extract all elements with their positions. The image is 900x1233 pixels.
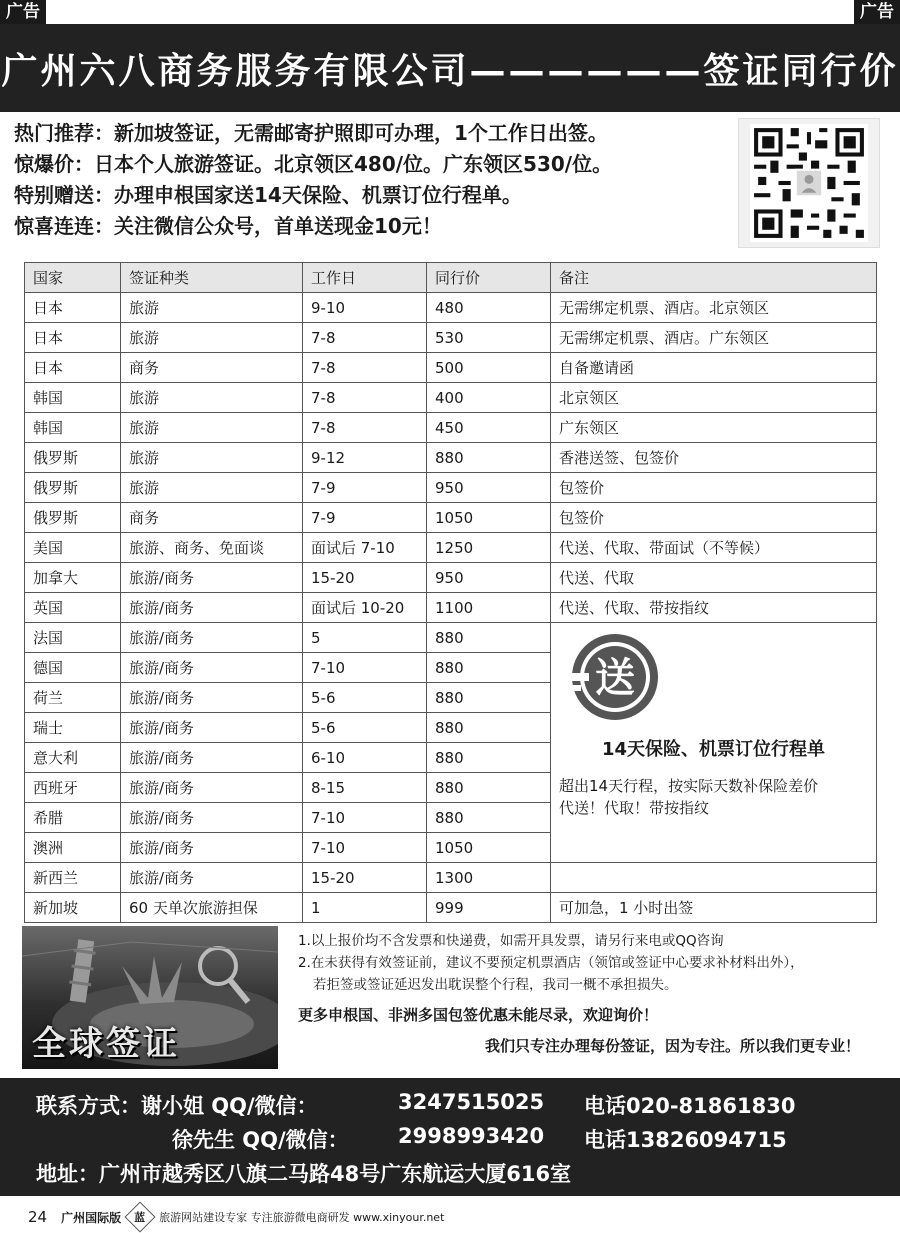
cell-visa-type: 旅游/商务	[121, 653, 303, 683]
cell-price: 500	[427, 353, 551, 383]
cell-country: 英国	[25, 593, 121, 623]
cell-remarks: 北京领区	[551, 383, 877, 413]
cell-workdays: 5	[303, 623, 427, 653]
cell-workdays: 7-8	[303, 383, 427, 413]
gift-promo	[551, 623, 876, 861]
cell-country: 日本	[25, 293, 121, 323]
cell-remarks: 包签价	[551, 473, 877, 503]
cell-price: 480	[427, 293, 551, 323]
cell-workdays: 15-20	[303, 863, 427, 893]
cell-remarks: 代送、代取、带面试（不等候）	[551, 533, 877, 563]
cell-remarks: 代送、代取	[551, 563, 877, 593]
cell-price: 1300	[427, 863, 551, 893]
cell-price: 880	[427, 623, 551, 653]
cell-visa-type: 旅游/商务	[121, 563, 303, 593]
cell-remarks: 代送、代取、带按指纹	[551, 593, 877, 623]
cell-workdays: 8-15	[303, 773, 427, 803]
cell-price: 1250	[427, 533, 551, 563]
cell-workdays: 7-9	[303, 503, 427, 533]
cell-remarks: 广东领区	[551, 413, 877, 443]
cell-price: 880	[427, 743, 551, 773]
cell-visa-type: 旅游/商务	[121, 713, 303, 743]
cell-country: 荷兰	[25, 683, 121, 713]
cell-visa-type: 旅游	[121, 293, 303, 323]
table-row	[25, 443, 877, 473]
gift-line: 代送！代取！带按指纹	[559, 799, 710, 817]
send-icon	[559, 633, 669, 725]
cell-price: 880	[427, 713, 551, 743]
cell-workdays: 9-10	[303, 293, 427, 323]
cell-workdays: 6-10	[303, 743, 427, 773]
cell-price: 530	[427, 323, 551, 353]
gift-title: 14天保险、机票订位行程单	[601, 739, 826, 760]
cell-country: 加拿大	[25, 563, 121, 593]
contact-qq-1[interactable]: 3247515025	[398, 1090, 545, 1114]
cell-workdays: 7-10	[303, 833, 427, 863]
cell-visa-type: 旅游、商务、免面谈	[121, 533, 303, 563]
gift-cell	[551, 623, 877, 863]
cell-country: 日本	[25, 323, 121, 353]
cell-country: 日本	[25, 353, 121, 383]
cell-visa-type: 旅游	[121, 443, 303, 473]
cell-workdays: 7-8	[303, 413, 427, 443]
table-row	[25, 533, 877, 563]
header-visa-type: 签证种类	[121, 263, 303, 293]
cell-price: 1050	[427, 833, 551, 863]
ad-label-right: 广告	[854, 0, 900, 24]
contact-row-1	[36, 1090, 318, 1120]
cell-visa-type: 旅游/商务	[121, 863, 303, 893]
cell-price: 880	[427, 653, 551, 683]
table-row	[25, 503, 877, 533]
qr-code-icon	[750, 124, 868, 242]
cell-price: 1050	[427, 503, 551, 533]
cell-price: 950	[427, 473, 551, 503]
magazine-name: 广州国际版	[61, 1210, 122, 1225]
cell-country: 意大利	[25, 743, 121, 773]
address-label: 地址：	[36, 1162, 99, 1186]
table-row	[25, 293, 877, 323]
globe-caption: 全球签证	[32, 1024, 180, 1064]
page-title: 广州六八商务服务有限公司——————签证同行价	[0, 24, 900, 112]
global-visa-image	[22, 926, 278, 1069]
cell-country: 俄罗斯	[25, 443, 121, 473]
table-row	[25, 563, 877, 593]
contact-label: 联系方式：	[36, 1094, 141, 1118]
page-footer	[0, 1204, 900, 1230]
cell-visa-type: 旅游/商务	[121, 683, 303, 713]
cell-visa-type: 60 天单次旅游担保	[121, 893, 303, 923]
cell-visa-type: 旅游/商务	[121, 803, 303, 833]
cell-visa-type: 旅游	[121, 323, 303, 353]
cell-workdays: 7-10	[303, 653, 427, 683]
cell-price: 880	[427, 773, 551, 803]
table-row	[25, 353, 877, 383]
cell-country: 瑞士	[25, 713, 121, 743]
header-price: 同行价	[427, 263, 551, 293]
contact-person-1: 谢小姐 QQ/微信：	[141, 1094, 318, 1118]
cell-visa-type: 旅游	[121, 383, 303, 413]
cell-price: 880	[427, 803, 551, 833]
table-header-row	[25, 263, 877, 293]
cell-price: 1100	[427, 593, 551, 623]
promo-line: 惊喜连连：关注微信公众号，首单送现金10元！	[14, 214, 442, 238]
cell-price: 950	[427, 563, 551, 593]
cell-visa-type: 商务	[121, 503, 303, 533]
more-offers-text: 更多申根国、非洲多国包签优惠未能尽录，欢迎询价！	[298, 1006, 659, 1024]
cell-country: 俄罗斯	[25, 503, 121, 533]
cell-remarks: 可加急，1 小时出签	[551, 893, 877, 923]
cell-visa-type: 旅游/商务	[121, 773, 303, 803]
cell-price: 400	[427, 383, 551, 413]
header-remarks: 备注	[551, 263, 877, 293]
cell-workdays: 7-9	[303, 473, 427, 503]
cell-country: 美国	[25, 533, 121, 563]
cell-country: 德国	[25, 653, 121, 683]
cell-remarks: 包签价	[551, 503, 877, 533]
brand-logo-icon	[125, 1201, 156, 1232]
cell-workdays: 1	[303, 893, 427, 923]
promo-line: 热门推荐：新加坡签证，无需邮寄护照即可办理，1个工作日出签。	[14, 121, 608, 145]
cell-workdays: 面试后 10-20	[303, 593, 427, 623]
table-row	[25, 473, 877, 503]
cell-workdays: 7-8	[303, 323, 427, 353]
cell-workdays: 15-20	[303, 563, 427, 593]
cell-workdays: 5-6	[303, 683, 427, 713]
header-country: 国家	[25, 263, 121, 293]
note-1: 1.以上报价均不含发票和快递费，如需开具发票，请另行来电或QQ咨询	[298, 933, 724, 949]
table-row	[25, 383, 877, 413]
cell-price: 880	[427, 443, 551, 473]
cell-visa-type: 商务	[121, 353, 303, 383]
promo-line: 惊爆价：日本个人旅游签证。北京领区480/位。广东领区530/位。	[14, 152, 613, 176]
address-text: 广州市越秀区八旗二马路48号广东航运大厦616室	[99, 1162, 572, 1186]
ad-label-left: 广告	[0, 0, 46, 24]
promo-line: 特别赠送：办理申根国家送14天保险、机票订位行程单。	[14, 183, 522, 207]
brand-logo-char: 蓝	[133, 1210, 145, 1224]
cell-remarks: 无需绑定机票、酒店。广东领区	[551, 323, 877, 353]
cell-visa-type: 旅游/商务	[121, 623, 303, 653]
contact-qq-2[interactable]: 2998993420	[398, 1124, 545, 1148]
table-row	[25, 413, 877, 443]
note-2: 2.在未获得有效签证前，建议不要预定机票酒店（领馆或签证中心要求补材料出外），	[298, 955, 804, 971]
cell-country: 法国	[25, 623, 121, 653]
cell-country: 新西兰	[25, 863, 121, 893]
cell-price: 450	[427, 413, 551, 443]
page-number: 24	[28, 1208, 48, 1226]
cell-country: 澳洲	[25, 833, 121, 863]
table-row	[25, 893, 877, 923]
contact-phone-2[interactable]: 电话13826094715	[584, 1128, 787, 1152]
cell-workdays: 面试后 7-10	[303, 533, 427, 563]
footer-tagline[interactable]: 旅游网站建设专家 专注旅游微电商研发 www.xinyour.net	[159, 1211, 445, 1224]
gift-icon-char: 送	[595, 655, 635, 701]
table-row	[25, 593, 877, 623]
table-row	[25, 863, 877, 893]
table-row	[25, 623, 877, 653]
visa-price-table	[24, 262, 877, 923]
contact-person-2: 徐先生 QQ/微信：	[172, 1128, 349, 1152]
cell-visa-type: 旅游/商务	[121, 593, 303, 623]
cell-visa-type: 旅游	[121, 473, 303, 503]
cell-workdays: 7-10	[303, 803, 427, 833]
cell-workdays: 5-6	[303, 713, 427, 743]
cell-visa-type: 旅游/商务	[121, 833, 303, 863]
notes-block	[298, 930, 888, 1056]
table-row	[25, 323, 877, 353]
cell-country: 西班牙	[25, 773, 121, 803]
cell-visa-type: 旅游/商务	[121, 743, 303, 773]
cell-remarks: 香港送签、包签价	[551, 443, 877, 473]
cell-remarks: 无需绑定机票、酒店。北京领区	[551, 293, 877, 323]
note-2-continued: 若拒签或签证延迟发出耽误整个行程，我司一概不承担损失。	[313, 977, 678, 993]
slogan-text: 我们只专注办理每份签证，因为专注。所以我们更专业！	[484, 1037, 860, 1055]
cell-country: 韩国	[25, 383, 121, 413]
contact-phone-1[interactable]: 电话020-81861830	[584, 1094, 796, 1118]
contact-bar	[0, 1078, 900, 1196]
cell-country: 韩国	[25, 413, 121, 443]
header-workdays: 工作日	[303, 263, 427, 293]
promo-block	[14, 118, 734, 242]
cell-country: 新加坡	[25, 893, 121, 923]
cell-country: 俄罗斯	[25, 473, 121, 503]
gift-line: 超出14天行程，按实际天数补保险差价	[559, 777, 819, 795]
cell-price: 999	[427, 893, 551, 923]
cell-country: 希腊	[25, 803, 121, 833]
wechat-qr-code[interactable]	[738, 118, 880, 248]
cell-workdays: 9-12	[303, 443, 427, 473]
address-row	[36, 1158, 571, 1188]
cell-remarks: 自备邀请函	[551, 353, 877, 383]
cell-remarks	[551, 863, 877, 893]
cell-visa-type: 旅游	[121, 413, 303, 443]
cell-price: 880	[427, 683, 551, 713]
cell-workdays: 7-8	[303, 353, 427, 383]
